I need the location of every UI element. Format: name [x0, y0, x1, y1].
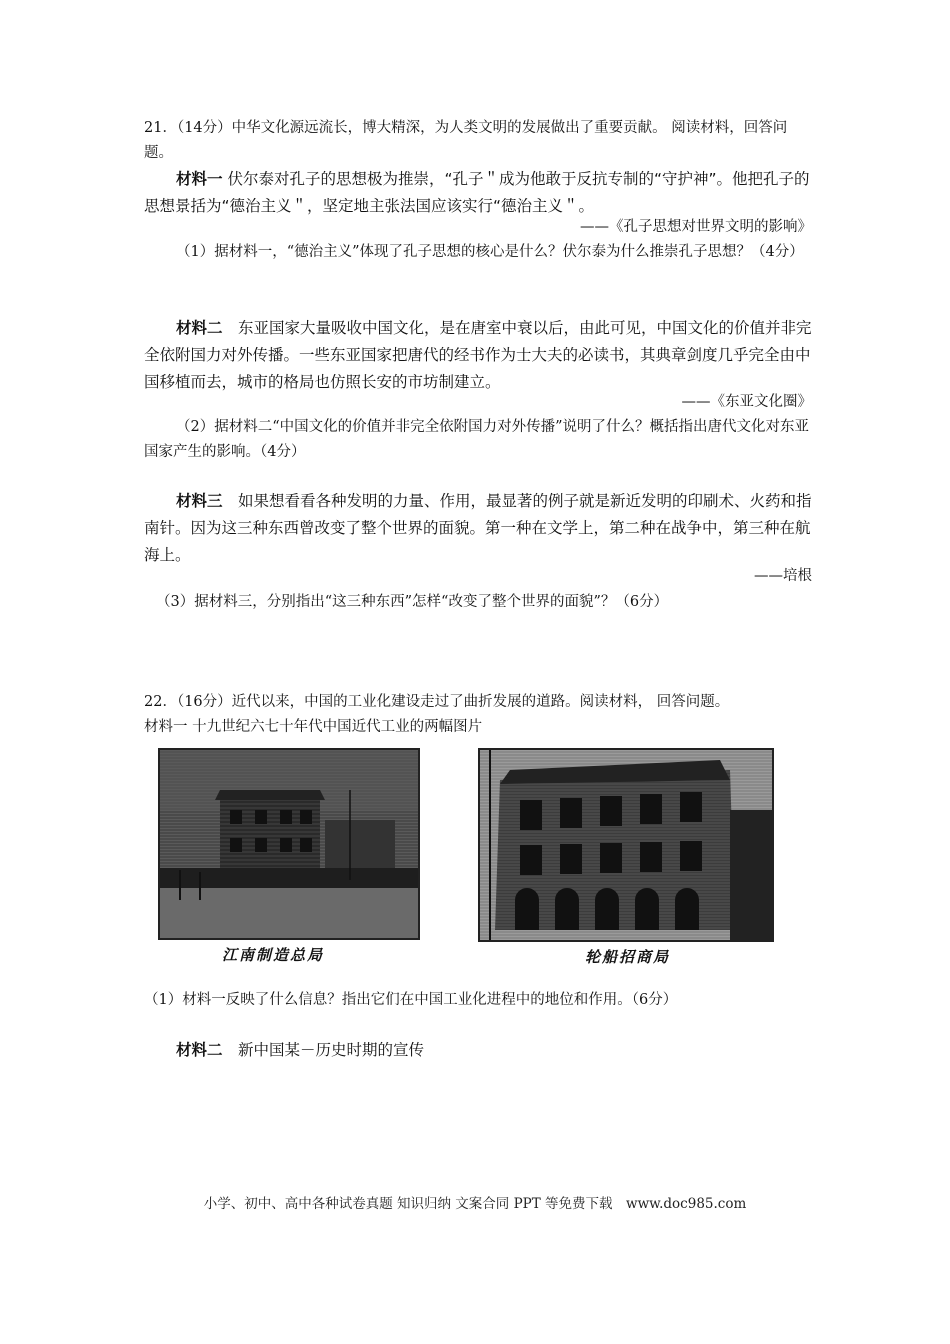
page-footer: 小学、初中、高中各种试卷真题 知识归纳 文案合同 PPT 等免费下载 www.doc985.com: [203, 1196, 747, 1212]
q21-material-1: [144, 166, 812, 220]
material-text: 如果想看看各种发明的力量、作用，最显著的例子就是新近发明的印刷术、火药和指南针。因为这三种东西曾改变了整个世界的面貌。第一种在文学上，第二种在战争中，第三种在航海上。: [144, 492, 812, 564]
q21-material-1-source: ——《孔子思想对世界文明的影响》: [580, 219, 812, 235]
q21-material-2: [144, 315, 812, 396]
material-text: 东亚国家大量吸收中国文化，是在唐室中衰以后，由此可见，中国文化的价值并非完全依附国力对外传播。一些东亚国家把唐代的经书作为士大夫的必读书，其典章剑度几乎完全由中国移植而去，城市的格局也仿照长安的市坊制建立。: [144, 319, 812, 391]
q21-material-3-source: ——培根: [754, 568, 812, 584]
q22-stem: 22．（16分）近代以来，中国的工业化建设走过了曲折发展的道路。阅读材料， 回答问题。: [144, 694, 730, 710]
photo-china-merchants: [478, 748, 774, 942]
q21-question-2: （2）据材料二“中国文化的价值并非完全依附国力对外传播”说明了什么？概括指出唐代文化对东亚国家产生的影响。（4分）: [144, 419, 810, 460]
photo-china-merchants-caption: 轮船招商局: [585, 948, 671, 966]
material-label: 材料三: [176, 492, 223, 510]
photo-china-merchants-image: [480, 750, 772, 940]
q22-question-1: （1）材料一反映了什么信息？指出它们在中国工业化进程中的地位和作用。（6分）: [144, 992, 678, 1008]
q21-stem: 21．（14分）中华文化源远流长，博大精深，为人类文明的发展做出了重要贡献。 阅读材料，回答问题。: [144, 120, 788, 161]
photo-jiangnan-arsenal: [158, 748, 420, 940]
material-label: 材料一: [176, 170, 223, 188]
material-label: 材料二: [176, 319, 223, 337]
q22-material-1: 材料一 十九世纪六七十年代中国近代工业的两幅图片: [144, 719, 483, 735]
material-text: 伏尔泰对孔子的思想极为推崇，“孔子＂成为他敢于反抗专制的“守护神”。他把孔子的思想景括为“德治主义＂，坚定地主张法国应该实行“德治主义＂。: [144, 170, 810, 215]
material-text: 新中国某－历史时期的宣传: [222, 1041, 425, 1059]
q22-material-2: [144, 1037, 812, 1064]
material-label: 材料二: [176, 1041, 223, 1059]
q21-material-3: [144, 488, 812, 569]
q21-question-1: （1）据材料一，“德治主义”体现了孔子思想的核心是什么？伏尔泰为什么推崇孔子思想？（4分）: [176, 244, 804, 260]
q21-question-3: （3）据材料三，分别指出“这三种东西”怎样“改变了整个世界的面貌”？（6分）: [156, 594, 669, 610]
q21-material-2-source: ——《东亚文化圈》: [681, 394, 812, 410]
photo-jiangnan-arsenal-image: [160, 750, 418, 938]
photo-jiangnan-arsenal-caption: 江南制造总局: [222, 946, 325, 964]
